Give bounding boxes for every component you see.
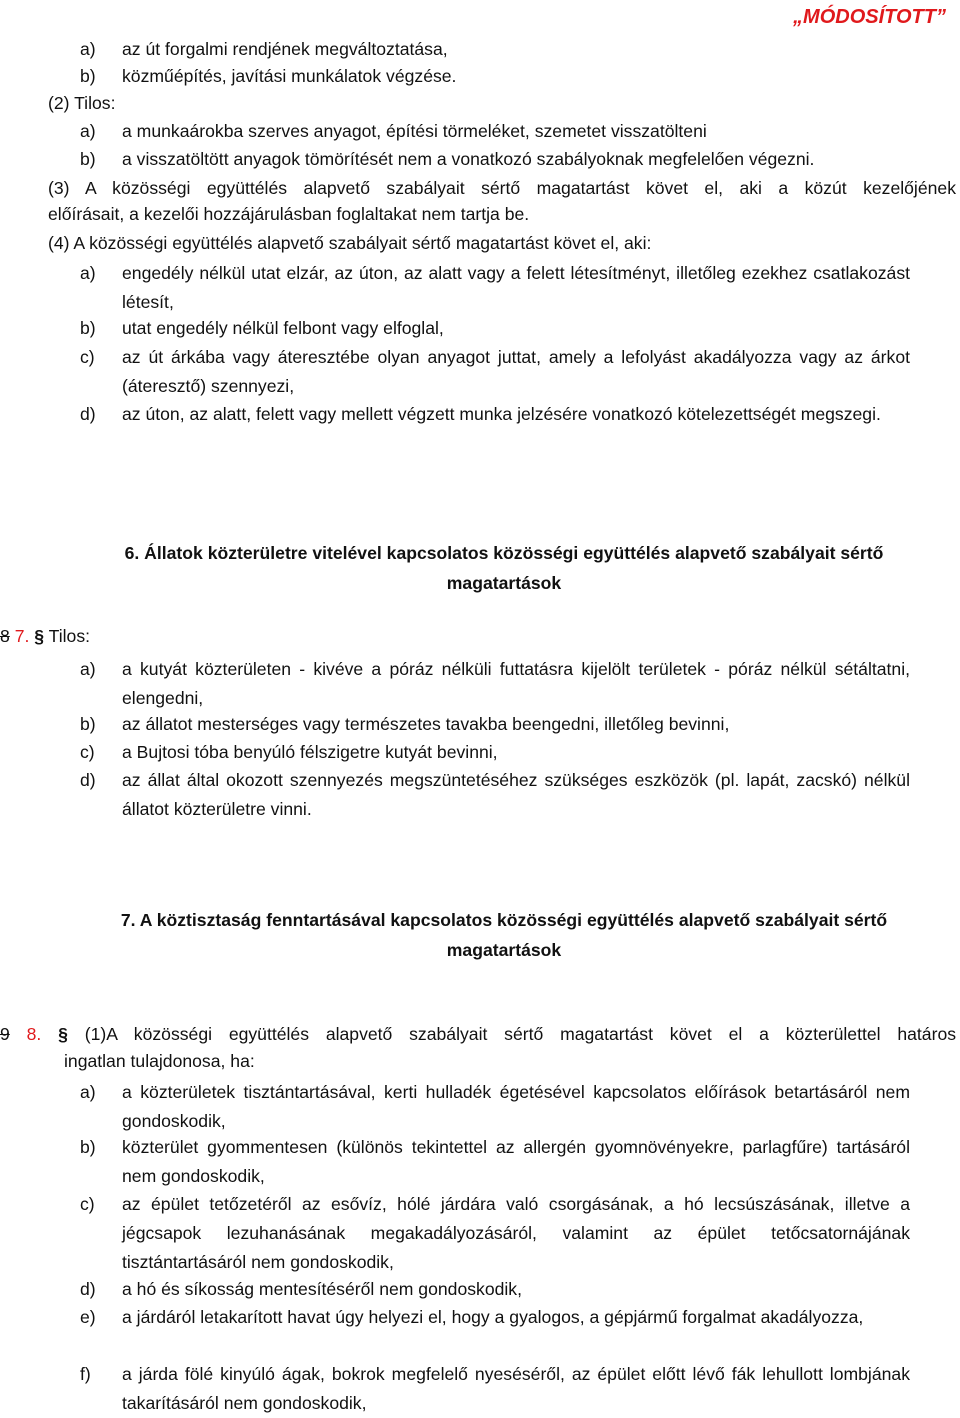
item-label: b) <box>80 149 96 169</box>
item-text: közterület gyommentesen (különös tekintettel az allergén gyomnövényekre, parlagfűre) tartásáról nem gondoskodik, <box>122 1137 910 1186</box>
paragraph-number <box>0 626 44 646</box>
modified-stamp: „MÓDOSÍTOTT” <box>793 6 946 28</box>
section-7-title <box>48 905 960 965</box>
section-title-line-2: magatartások <box>446 940 562 960</box>
item-label: c) <box>80 742 95 762</box>
item-label: d) <box>80 404 96 424</box>
item-text: közműépítés, javítási munkálatok végzése. <box>122 66 457 86</box>
item-text: az épület tetőzetéről az esővíz, hólé járdára való csorgásának, a hó lecsúszásának, illetve a jégcsapok lezuhanásának megakadályozásáról, valamint az épület tetőcsatornájának tisztántartásáról nem gondoskodik, <box>122 1194 910 1272</box>
item-text: a kutyát közterületen - kivéve a póráz nélküli futtatásra kijelölt területek - póráz nélkül sétáltatni, elengedni, <box>122 659 910 708</box>
item-text: az úton, az alatt, felett vagy mellett végzett munka jelzésére vonatkozó kötelezettségét megszegi. <box>122 404 881 424</box>
section-sign: § <box>58 1024 68 1044</box>
item-label: f) <box>80 1364 91 1384</box>
deleted-number: 9 <box>0 1024 10 1044</box>
item-label: d) <box>80 770 96 790</box>
paragraph-8-line-2: ingatlan tulajdonosa, ha: <box>64 1051 255 1071</box>
item-label: b) <box>80 318 96 338</box>
item-label: b) <box>80 714 96 734</box>
item-text: a közterületek tisztántartásával, kerti hulladék égetésével kapcsolatos előírások betartásáról nem gondoskodik, <box>122 1082 910 1131</box>
item-text: engedély nélkül utat elzár, az úton, az alatt vagy a felett létesítményt, illetőleg ezekhez csatlakozást létesít, <box>122 263 910 312</box>
paragraph-7-heading <box>0 625 90 647</box>
item-text: az út forgalmi rendjének megváltoztatása, <box>122 39 448 59</box>
item-text: az út árkába vagy áteresztébe olyan anyagot juttat, amely a lefolyást akadályozza vagy az árkot (áteresztő) szennyezi, <box>122 347 910 396</box>
item-label: c) <box>80 347 95 367</box>
item-label: a) <box>80 39 96 59</box>
item-text: a járda fölé kinyúló ágak, bokrok megfelelő nyeséséről, az épület előtt lévő fák lehullott lombjának takarításáról nem gondoskodik, <box>122 1364 910 1413</box>
item-text: a munkaárokba szerves anyagot, építési törmeléket, szemetet visszatölteni <box>122 121 707 141</box>
section-6-title <box>48 538 960 598</box>
paragraph-8-heading <box>0 1023 956 1045</box>
section-sign: § <box>34 626 45 646</box>
item-label: a) <box>80 659 96 679</box>
paragraph-text: Tilos: <box>48 626 91 646</box>
paragraph-4-heading: (4) A közösségi együttélés alapvető szabályait sértő magatartást követ el, aki: <box>48 233 652 253</box>
item-label: a) <box>80 263 96 283</box>
item-label: a) <box>80 1082 96 1102</box>
item-text: a Bujtosi tóba benyúló félszigetre kutyát bevinni, <box>122 742 498 762</box>
paragraph-text: (1)A közösségi együttélés alapvető szabályait sértő magatartást követ el a közterülettel határos <box>84 1024 957 1044</box>
item-text: a hó és síkosság mentesítéséről nem gondoskodik, <box>122 1279 522 1299</box>
paragraph-2-heading: (2) Tilos: <box>48 93 116 113</box>
item-label: b) <box>80 66 96 86</box>
paragraph-3-line-2: előírásait, a kezelői hozzájárulásban foglaltakat nem tartja be. <box>48 204 530 224</box>
item-text: a visszatöltött anyagok tömörítését nem a vonatkozó szabályoknak megfelelően végezni. <box>122 149 815 169</box>
deleted-number: 8 <box>0 626 10 646</box>
section-title-line-1: 6. Állatok közterületre vitelével kapcsolatos közösségi együttélés alapvető szabályait sértő <box>124 543 884 563</box>
item-label: d) <box>80 1279 96 1299</box>
item-text: a járdáról letakarított havat úgy helyezi el, hogy a gyalogos, a gépjármű forgalmat akadályozza, <box>122 1307 864 1327</box>
paragraph-number <box>0 1024 68 1044</box>
section-title-line-1: 7. A köztisztaság fenntartásával kapcsolatos közösségi együttélés alapvető szabályait sértő <box>120 910 888 930</box>
inserted-number: 8. <box>26 1024 42 1044</box>
item-label: c) <box>80 1194 95 1214</box>
section-title-line-2: magatartások <box>446 573 562 593</box>
inserted-number: 7. <box>14 626 30 646</box>
item-label: e) <box>80 1307 96 1327</box>
item-text: utat engedély nélkül felbont vagy elfoglal, <box>122 318 444 338</box>
item-label: a) <box>80 121 96 141</box>
paragraph-3-line-1: (3) A közösségi együttélés alapvető szabályait sértő magatartást követ el, aki a közút kezelőjének <box>48 178 956 198</box>
item-text: az állat által okozott szennyezés megszüntetéséhez szükséges eszközök (pl. lapát, zacskó) nélkül állatot közterületre vinni. <box>122 770 910 819</box>
item-text: az állatot mesterséges vagy természetes tavakba beengedni, illetőleg bevinni, <box>122 714 730 734</box>
item-label: b) <box>80 1137 96 1157</box>
